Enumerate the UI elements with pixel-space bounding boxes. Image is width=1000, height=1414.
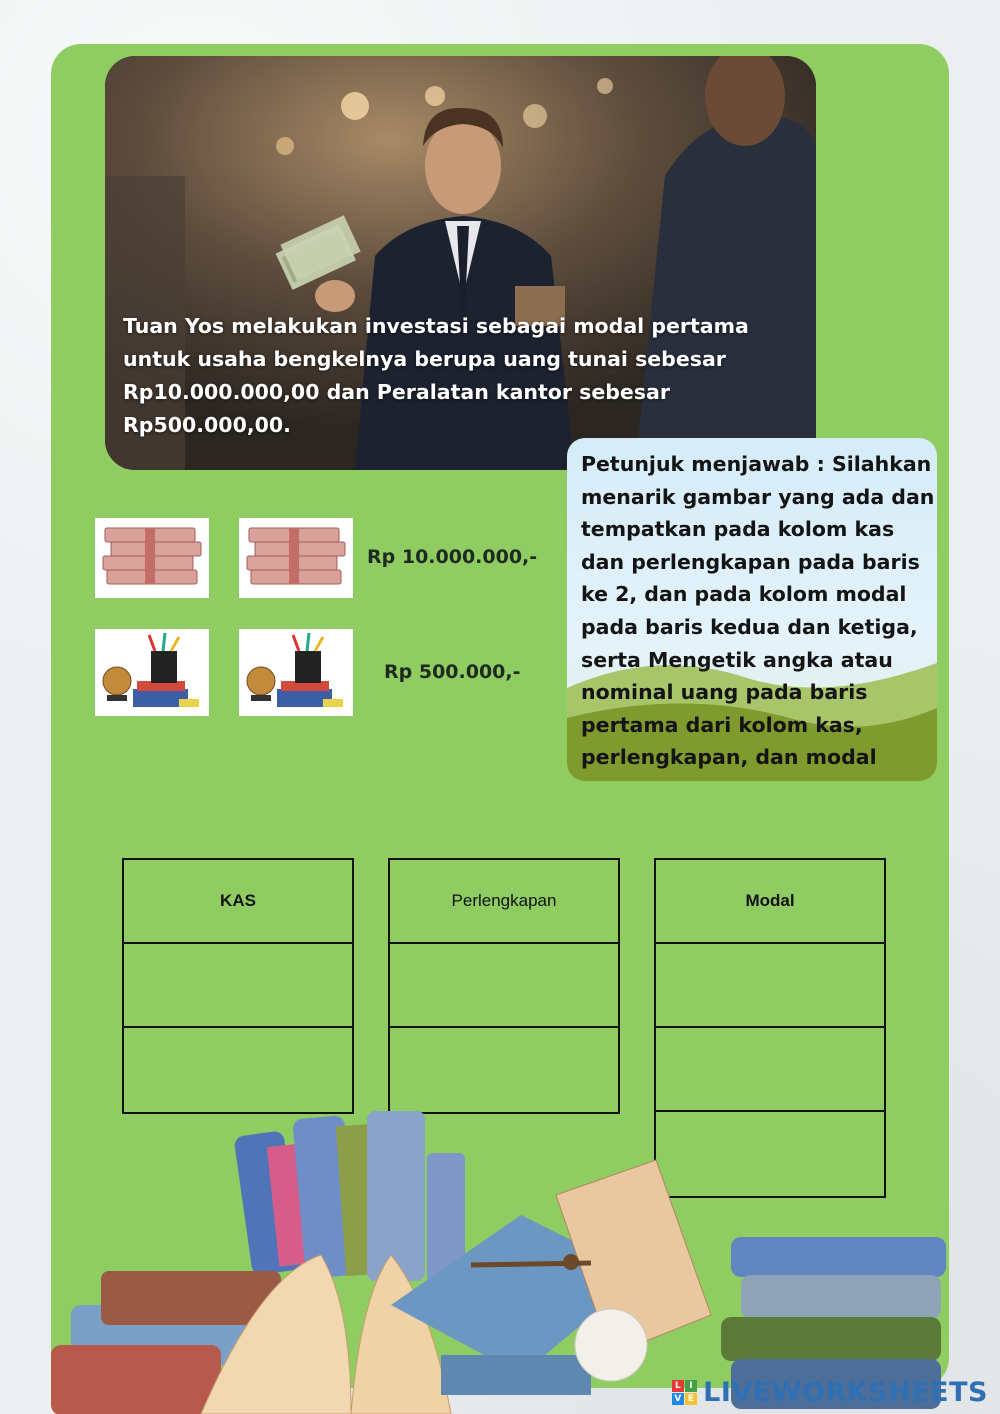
money-tile-1[interactable] [95,518,209,598]
supplies-tile-2[interactable] [239,629,353,716]
supplies-amount-label: Rp 500.000,- [384,661,521,683]
money-tile-2[interactable] [239,518,353,598]
modal-drop-cell-row3[interactable] [656,1028,884,1112]
instructions-box [567,438,937,781]
perlengkapan-drop-cell-row2[interactable] [390,944,618,1028]
instructions-text: Petunjuk menjawab : Silahkan menarik gambar yang ada dan tempatkan pada kolom kas dan perlengkapan pada baris ke 2, dan pada kolom modal pada baris kedua dan ketiga, serta Mengetik angka atau nominal uang pada baris pertama dari kolom kas, perlengkapan, dan modal [581,452,935,770]
kas-drop-cell-row2[interactable] [124,944,352,1028]
books-illustration [51,1105,949,1414]
office-supplies-icon [95,629,209,716]
kas-table [122,858,354,1114]
hero-photo [105,56,816,470]
supplies-tile-1[interactable] [95,629,209,716]
kas-drop-cell-row3[interactable] [124,1028,352,1112]
liveworksheets-logo-icon: L I V E [672,1380,697,1405]
scenario-text: Tuan Yos melakukan investasi sebagai modal pertama untuk usaha bengkelnya berupa uang tunai sebesar Rp10.000.000,00 dan Peralatan kantor sebesar Rp500.000,00. [123,314,749,437]
money-stack-icon [239,518,353,598]
office-supplies-icon [239,629,353,716]
modal-drop-cell-row2[interactable] [656,944,884,1028]
perlengkapan-table [388,858,620,1114]
cash-amount-label: Rp 10.000.000,- [367,546,538,568]
money-stack-icon [95,518,209,598]
modal-header: Modal [656,860,884,944]
perlengkapan-header: Perlengkapan [390,860,618,944]
kas-header: KAS [124,860,352,944]
liveworksheets-watermark [672,1377,988,1408]
perlengkapan-drop-cell-row3[interactable] [390,1028,618,1112]
watermark-text: LIVEWORKSHEETS [703,1377,988,1408]
